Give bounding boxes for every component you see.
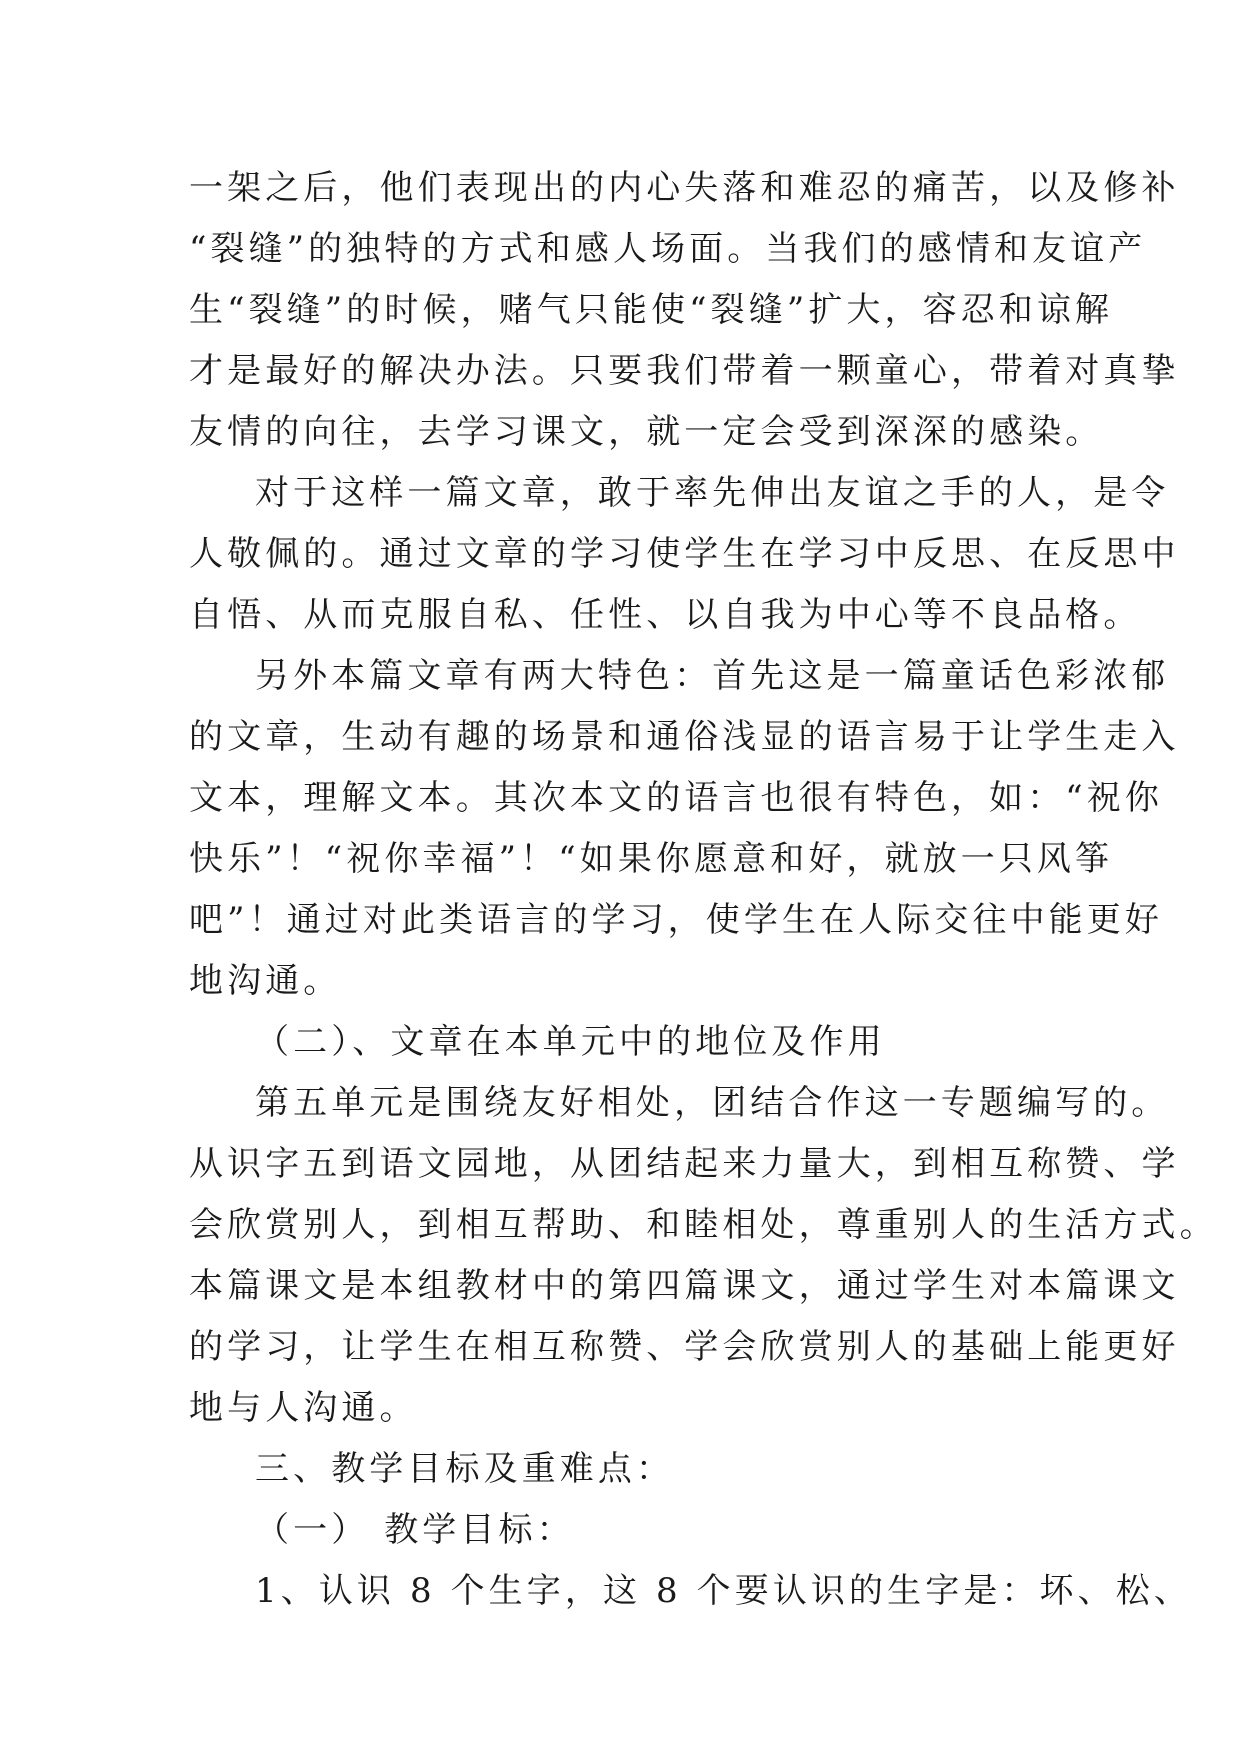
body-text [189, 158, 1218, 1622]
section-heading: （二）、文章在本单元中的地位及作用 [255, 1022, 886, 1062]
text-line: 文本，理解文本。其次本文的语言也很有特色，如：“祝你 [189, 778, 1163, 818]
text-line: 友情的向往，去学习课文，就一定会受到深深的感染。 [189, 412, 1104, 452]
text-line: 生“裂缝”的时候，赌气只能使“裂缝”扩大，容忍和谅解 [189, 290, 1114, 330]
text-line: “裂缝”的独特的方式和感人场面。当我们的感情和友谊产 [189, 229, 1147, 269]
section-heading: 三、教学目标及重难点： [255, 1449, 675, 1489]
text-line: 吧”！通过对此类语言的学习，使学生在人际交往中能更好 [189, 900, 1163, 940]
text-line: 从识字五到语文园地，从团结起来力量大，到相互称赞、学 [189, 1144, 1180, 1184]
text-line: 自悟、从而克服自私、任性、以自我为中心等不良品格。 [189, 595, 1142, 635]
text-line: 一架之后，他们表现出的内心失落和难忍的痛苦，以及修补 [189, 168, 1180, 208]
subsection-heading: （一） 教学目标： [255, 1510, 575, 1550]
text-line: 才是最好的解决办法。只要我们带着一颗童心，带着对真挚 [189, 351, 1180, 391]
paragraph-first-line: 另外本篇文章有两大特色：首先这是一篇童话色彩浓郁 [255, 656, 1170, 696]
text-line: 会欣赏别人，到相互帮助、和睦相处，尊重别人的生活方式。 [189, 1205, 1218, 1245]
list-item: 1、认识 8 个生字，这 8 个要认识的生字是：坏、松、 [255, 1571, 1192, 1611]
text-line: 的学习，让学生在相互称赞、学会欣赏别人的基础上能更好 [189, 1327, 1180, 1367]
text-line: 人敬佩的。通过文章的学习使学生在学习中反思、在反思中 [189, 534, 1180, 574]
text-line: 地沟通。 [189, 961, 342, 1001]
paragraph-first-line: 第五单元是围绕友好相处，团结合作这一专题编写的。 [255, 1083, 1170, 1123]
text-line: 的文章，生动有趣的场景和通俗浅显的语言易于让学生走入 [189, 717, 1180, 757]
text-line: 快乐”！“祝你幸福”！“如果你愿意和好，就放一只风筝 [189, 839, 1114, 879]
text-line: 本篇课文是本组教材中的第四篇课文，通过学生对本篇课文 [189, 1266, 1180, 1306]
paragraph-first-line: 对于这样一篇文章，敢于率先伸出友谊之手的人，是令 [255, 473, 1170, 513]
text-line: 地与人沟通。 [189, 1388, 418, 1428]
